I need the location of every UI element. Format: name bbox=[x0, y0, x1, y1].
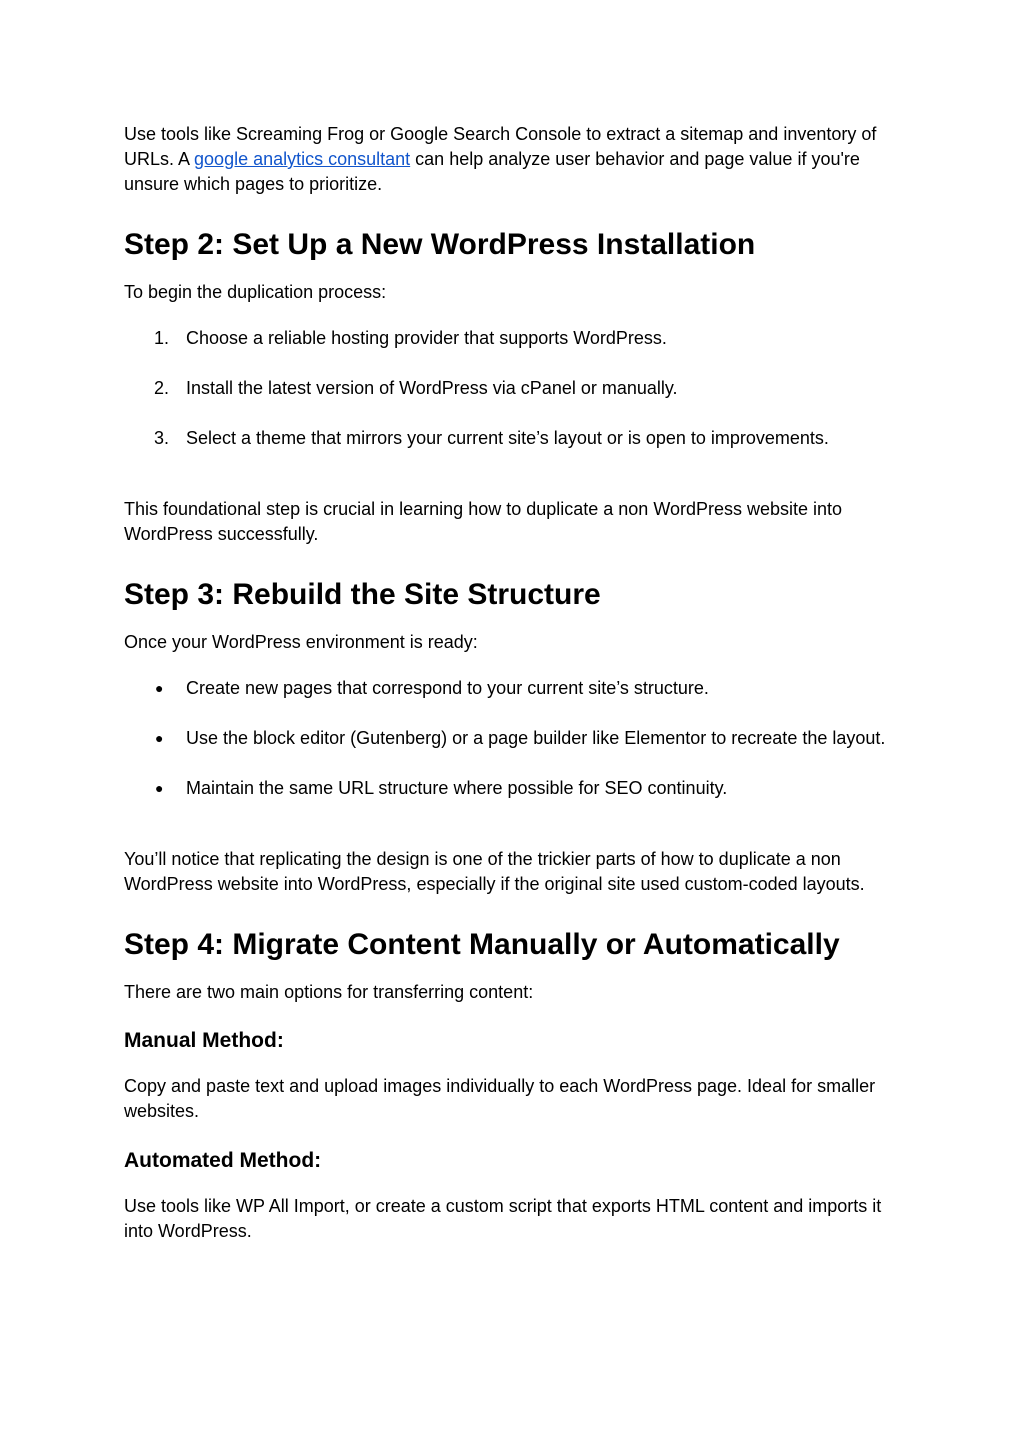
bullet-icon: ● bbox=[155, 730, 164, 746]
step2-heading: Step 2: Set Up a New WordPress Installation bbox=[124, 228, 756, 261]
list-item bbox=[124, 726, 904, 751]
list-item-text: Maintain the same URL structure where possible for SEO continuity. bbox=[186, 778, 728, 798]
step4-lead: There are two main options for transferring content: bbox=[124, 982, 534, 1002]
intro-paragraph bbox=[124, 122, 904, 197]
bullet-icon: ● bbox=[155, 680, 164, 696]
list-number: 3. bbox=[154, 428, 170, 448]
step2-closing-paragraph: This foundational step is crucial in learning how to duplicate a non WordPress website into WordPress successfully. bbox=[124, 499, 843, 544]
list-item-text: Install the latest version of WordPress via cPanel or manually. bbox=[186, 378, 678, 398]
list-item-text: Use the block editor (Gutenberg) or a page builder like Elementor to recreate the layout. bbox=[186, 728, 886, 748]
step3-bullet-list bbox=[124, 676, 904, 801]
list-item-text: Choose a reliable hosting provider that supports WordPress. bbox=[186, 328, 667, 348]
step2-numbered-list bbox=[124, 326, 904, 451]
list-item-text: Create new pages that correspond to your current site’s structure. bbox=[186, 678, 709, 698]
google-analytics-consultant-link[interactable]: google analytics consultant bbox=[194, 149, 411, 169]
list-item bbox=[124, 426, 904, 451]
list-item-text: Select a theme that mirrors your current site’s layout or is open to improvements. bbox=[186, 428, 829, 448]
list-item bbox=[124, 676, 904, 701]
step3-lead: Once your WordPress environment is ready: bbox=[124, 632, 478, 652]
step2-lead: To begin the duplication process: bbox=[124, 282, 387, 302]
step3-closing-paragraph: You’ll notice that replicating the design is one of the trickier parts of how to duplicate a non WordPress website into WordPress, especially if the original site used custom-coded layouts. bbox=[124, 849, 865, 894]
intro-text-before-link: Use tools like Screaming Frog or Google Search Console to extract a sitemap and inventory of URLs. A bbox=[124, 124, 877, 169]
bullet-icon: ● bbox=[155, 780, 164, 796]
step3-heading: Step 3: Rebuild the Site Structure bbox=[124, 578, 601, 611]
automated-method-heading: Automated Method: bbox=[124, 1149, 322, 1172]
list-number: 1. bbox=[154, 328, 170, 348]
intro-text-after-link: can help analyze user behavior and page value if you're unsure which pages to prioritize. bbox=[124, 149, 860, 194]
list-number: 2. bbox=[154, 378, 170, 398]
list-item bbox=[124, 776, 904, 801]
automated-method-text: Use tools like WP All Import, or create a custom script that exports HTML content and imports it into WordPress. bbox=[124, 1196, 882, 1241]
document-page bbox=[124, 122, 904, 1244]
step4-heading: Step 4: Migrate Content Manually or Automatically bbox=[124, 928, 840, 961]
list-item bbox=[124, 326, 904, 351]
list-item bbox=[124, 376, 904, 401]
manual-method-text: Copy and paste text and upload images individually to each WordPress page. Ideal for smaller websites. bbox=[124, 1076, 876, 1121]
manual-method-heading: Manual Method: bbox=[124, 1029, 284, 1052]
